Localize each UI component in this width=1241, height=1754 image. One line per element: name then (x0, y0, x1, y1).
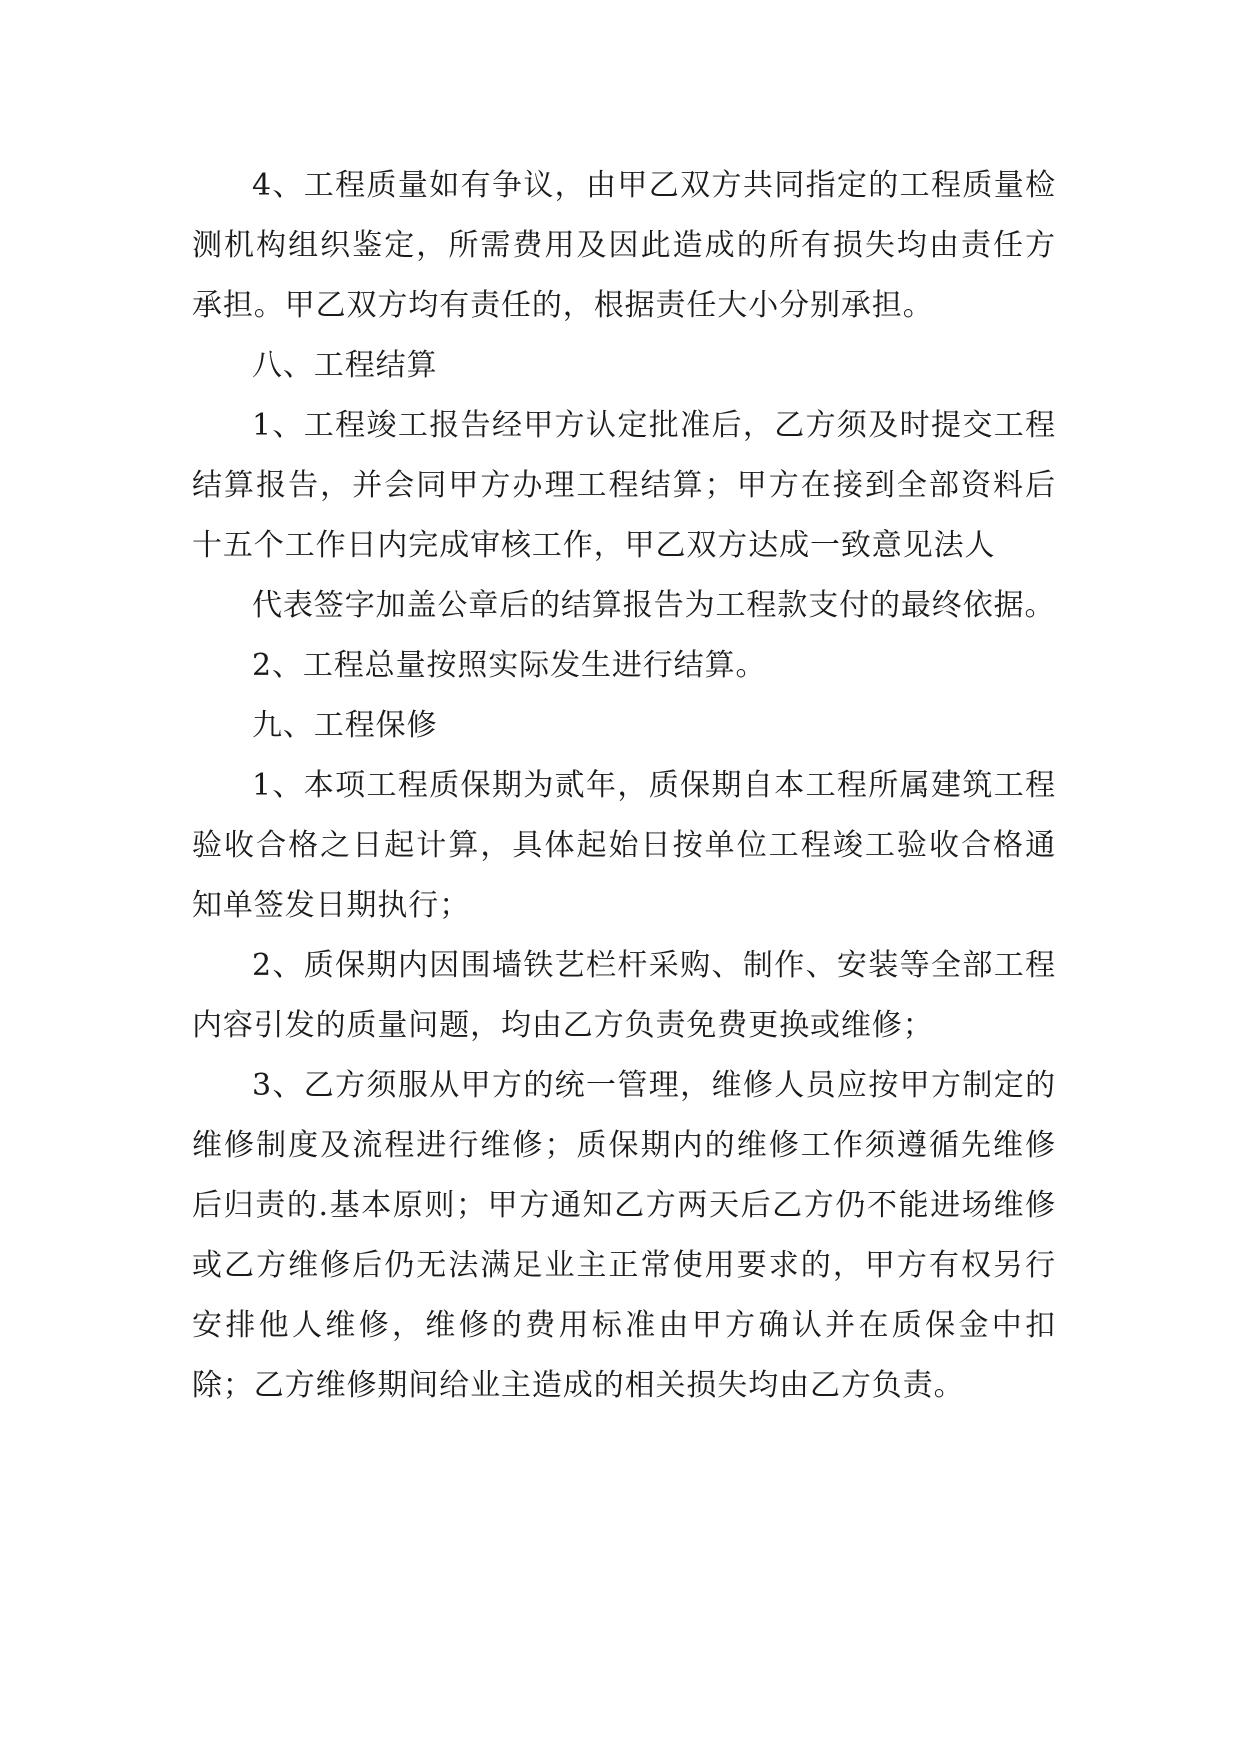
paragraph-warranty-scope: 2、质保期内因围墙铁艺栏杆采购、制作、安装等全部工程内容引发的质量问题，均由乙方负责免费更换或维修； (192, 948, 1056, 1043)
document-page (192, 156, 1056, 1416)
section-heading-settlement: 八、工程结算 (252, 348, 438, 383)
paragraph-settlement-quantity: 2、工程总量按照实际发生进行结算。 (252, 648, 767, 683)
paragraph-quality-dispute: 4、工程质量如有争议，由甲乙双方共同指定的工程质量检测机构组织鉴定，所需费用及因此造成的所有损失均由责任方承担。甲乙双方均有责任的，根据责任大小分别承担。 (192, 168, 1056, 323)
paragraph-settlement-report: 1、工程竣工报告经甲方认定批准后，乙方须及时提交工程结算报告，并会同甲方办理工程结算；甲方在接到全部资料后十五个工作日内完成审核工作，甲乙双方达成一致意见法人 (192, 408, 1056, 563)
paragraph-warranty-period: 1、本项工程质保期为贰年，质保期自本工程所属建筑工程验收合格之日起计算，具体起始日按单位工程竣工验收合格通知单签发日期执行； (192, 768, 1056, 923)
paragraph-warranty-management: 3、乙方须服从甲方的统一管理，维修人员应按甲方制定的维修制度及流程进行维修；质保期内的维修工作须遵循先维修后归责的.基本原则；甲方通知乙方两天后乙方仍不能进场维修或乙方维修后仍无法满足业主正常使用要求的，甲方有权另行安排他人维修，维修的费用标准由甲方确认并在质保金中扣除；乙方维修期间给业主造成的相关损失均由乙方负责。 (192, 1068, 1056, 1403)
paragraph-settlement-basis: 代表签字加盖公章后的结算报告为工程款支付的最终依据。 (252, 588, 1056, 623)
section-heading-warranty: 九、工程保修 (252, 708, 438, 743)
